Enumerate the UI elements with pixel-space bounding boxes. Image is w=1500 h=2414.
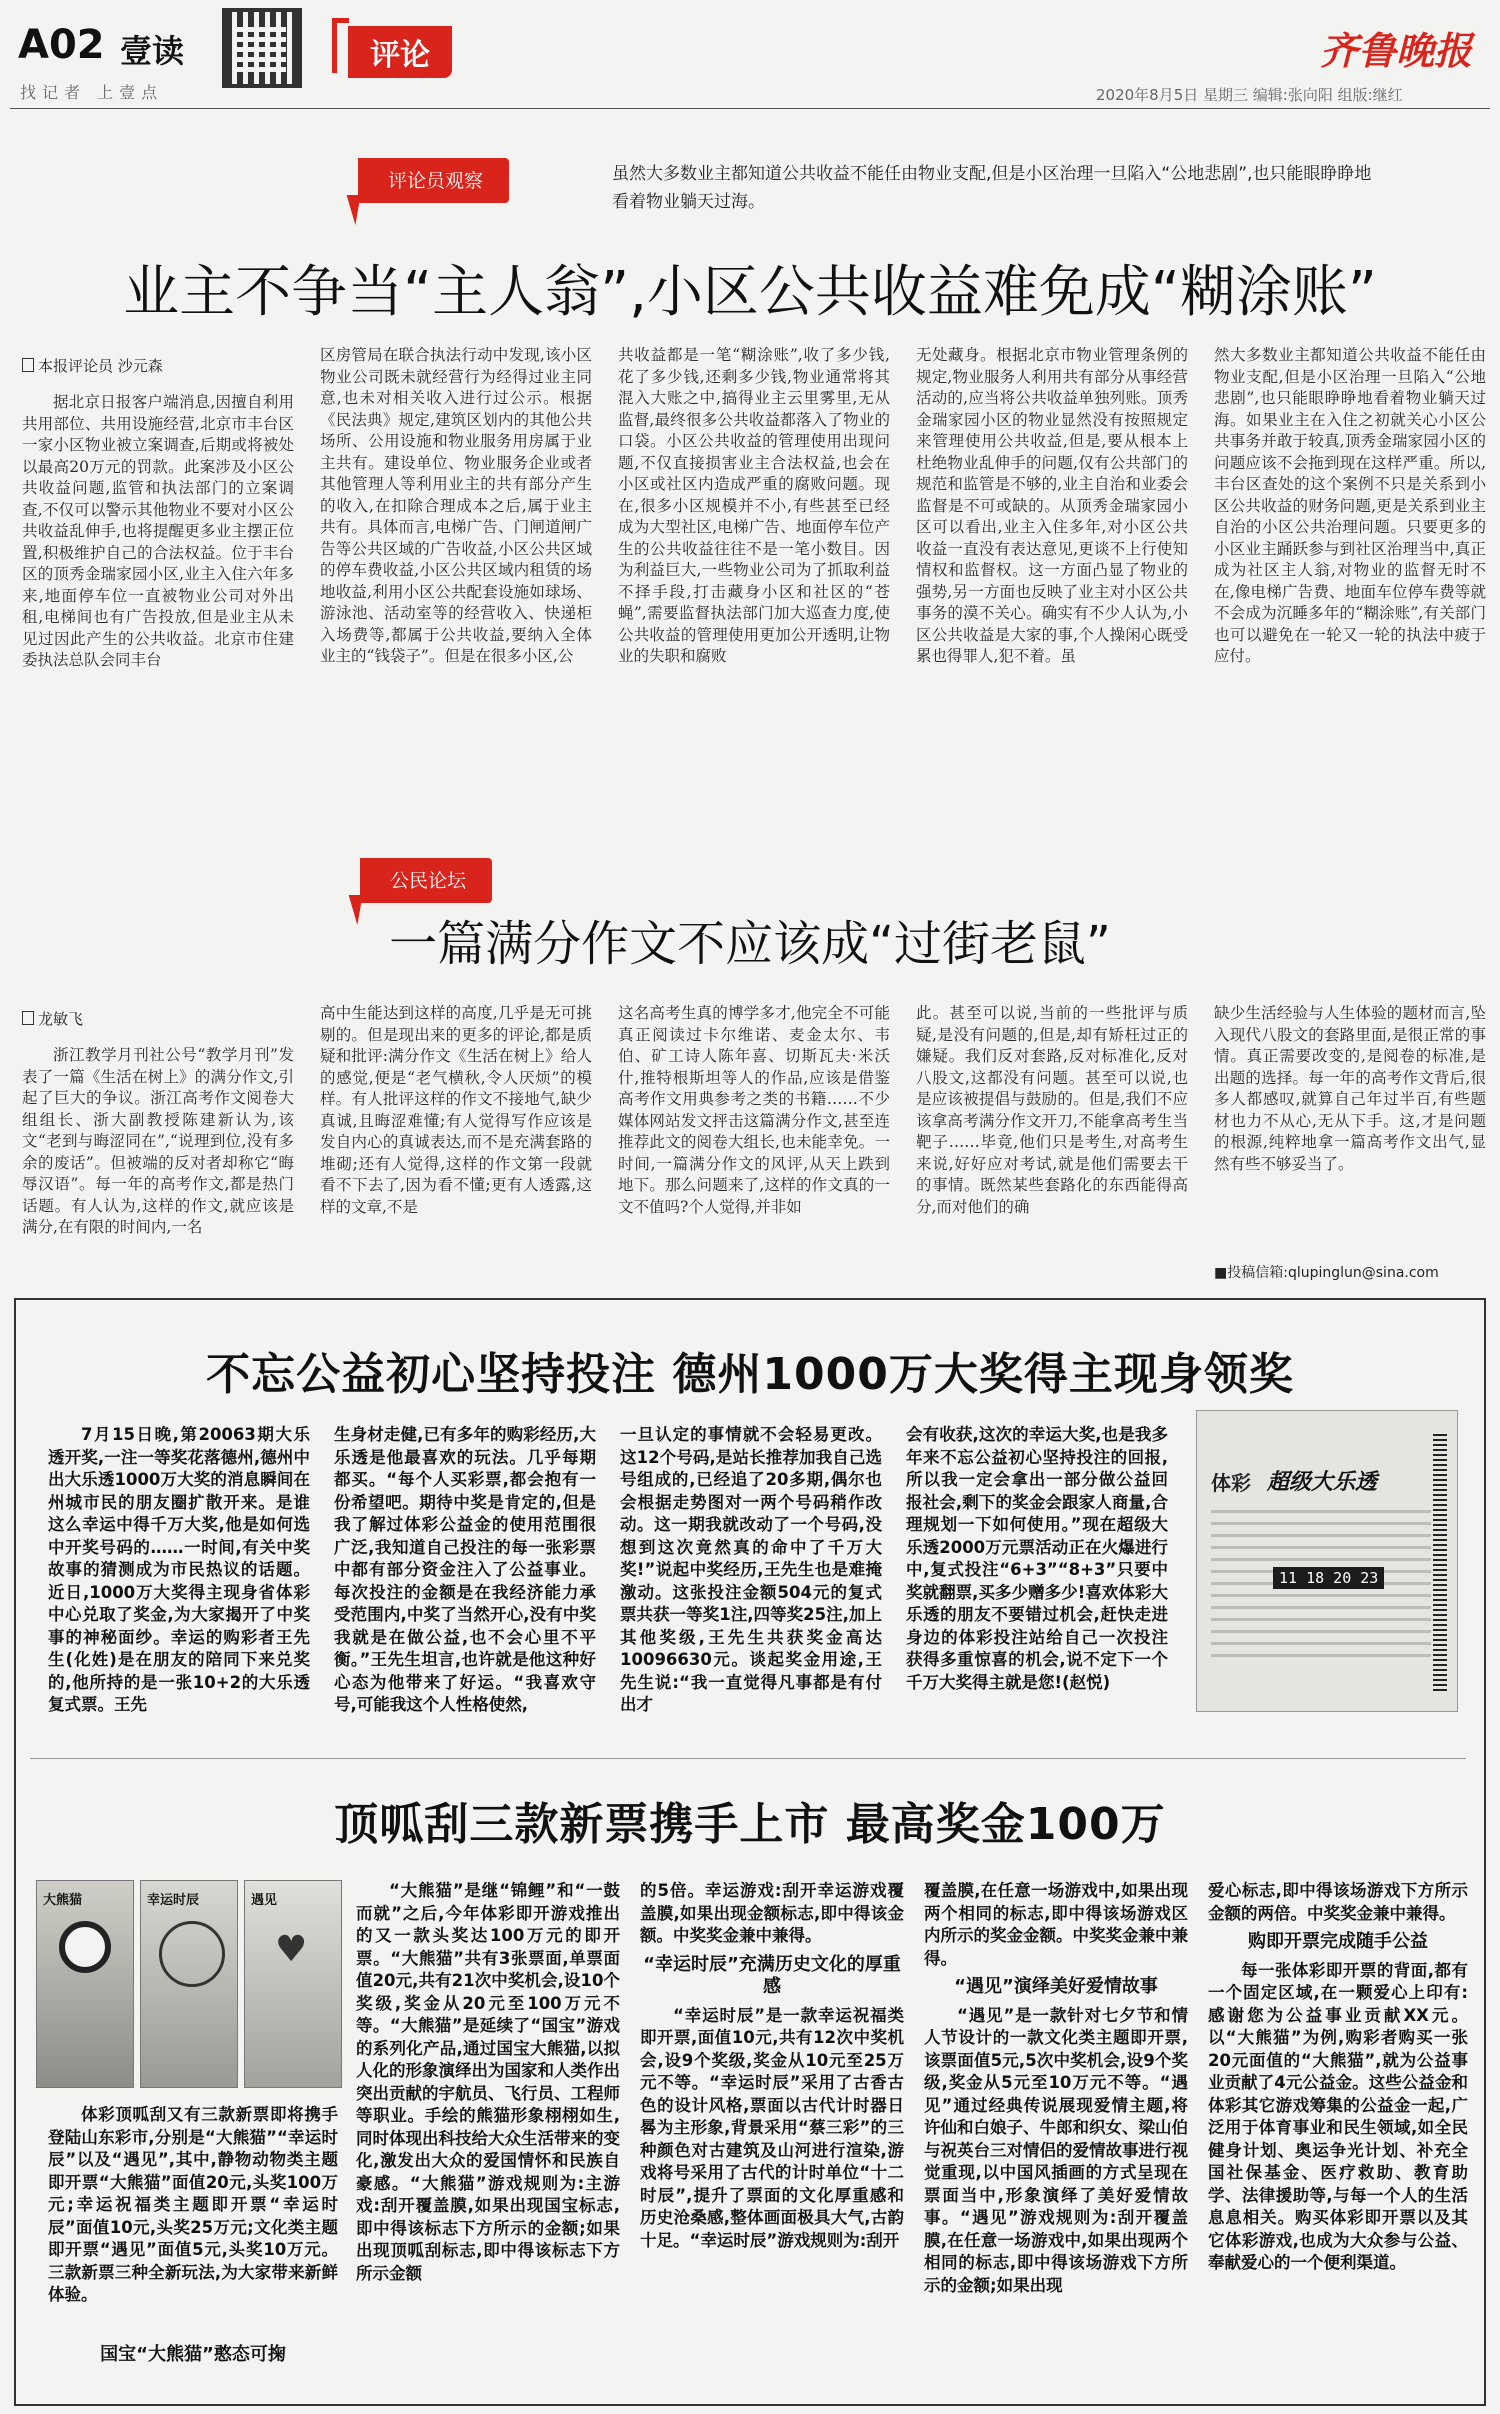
article1-col2-text: 区房管局在联合执法行动中发现,该小区物业公司既未就经营行为经得过业主同意,也未对相关收入进行过公示。根据《民法典》规定,建筑区划内的其他公共场所、公用设施和物业服务用房属于业主共有。建设单位、物业服务企业或者其他管理人等利用业主的共有部分产生的收入,在扣除合理成本之后,属于业主共有。具体而言,电梯广告、门闸道闸广告等公共区域的广告收益,小区公共区域的停车费收益,小区公共区域内租赁的场地收益,利用小区公共配套设施如球场、游泳池、活动室等的经营收入、快递柜入场费等,都属于公共收益,要纳入全体业主的“钱袋子”。但是在很多小区,公 <box>320 346 592 665</box>
ad-divider <box>30 1758 1466 1759</box>
card-encounter-label: 遇见 <box>251 1893 278 1908</box>
ad2-col4-sub: “遇见”演绎美好爱情故事 <box>954 1976 1158 1997</box>
card-lucky-hour <box>140 1880 238 2088</box>
article2-col5-text: 缺少生活经验与人生体验的题材而言,坠入现代八股文的套路里面,是很正常的事情。真正需要改变的,是阅卷的标准,是出题的选择。每一年的高考作文背后,很多人都感叹,就算自己年过半百,有些题材也力不从心,无从下手。这,才是问题的根源,纯粹地拿一篇高考作文出气,显然有些不够妥当了。 <box>1214 1004 1486 1173</box>
ad2-col5-sub: 购即开票完成随手公益 <box>1248 1931 1428 1952</box>
page-number: A02 <box>18 22 105 68</box>
ad1-col3-text: 一旦认定的事情就不会轻易更改。这12个号码,是站长推荐加我自己选号组成的,已经追了20多期,偶尔也会根据走势图对一两个号码稍作改动。这一期我就改动了一个号码,没想到这次竟然真的命中了千万大奖!”说起中奖经历,王先生也是难掩激动。这张投注金额504元的复式票共获一等奖1注,四等奖25注,加上其他奖级,王先生共获奖金高达10096630元。谈起奖金用途,王先生说:“我一直觉得凡事都是有付出才 <box>620 1425 882 1714</box>
article1-col1 <box>22 392 294 792</box>
heart-icon: ♥ <box>275 1929 308 1970</box>
ad2-left-sub: 国宝“大熊猫”憨态可掬 <box>100 2344 286 2365</box>
page-header <box>0 0 1500 110</box>
ticket-name: 超级大乐透 <box>1267 1470 1378 1495</box>
column-tab[interactable]: 评论 <box>348 26 452 78</box>
ticket-barcode <box>1433 1431 1447 1691</box>
article1-lede: 虽然大多数业主都知道公共收益不能任由物业支配,但是小区治理一旦陷入“公地悲剧”,也只能眼睁睁地看着物业躺天过海。 <box>612 164 1372 212</box>
date-line: 2020年8月5日 星期三 编辑:张向阳 组版:继红 <box>1096 86 1403 104</box>
sundial-icon <box>159 1921 225 1987</box>
ticket-numbers: 11 18 20 23 <box>1273 1567 1384 1589</box>
ad1-col2 <box>334 1424 596 1744</box>
ad2-col2-text: “大熊猫”是继“锦鲤”和“一鼓而就”之后,今年体彩即开游戏推出的又一款头奖达100万元的即开票。“大熊猫”共有3张票面,单票面值20元,共有21次中奖机会,设10个奖级,奖金从20元至100万元不等。“大熊猫”是延续了“国宝”游戏的系列化产品,通过国宝大熊猫,以拟人化的形象演绎出为国家和人类作出突出贡献的宇航员、飞行员、工程师等职业。手绘的熊猫形象栩栩如生,同时体现出科技给大众生活带来的变化,激发出大众的爱国情怀和民族自豪感。“大熊猫”游戏规则为:主游戏:刮开覆盖膜,如果出现国宝标志,即中得该标志下方所示的金额;如果出现顶呱刮标志,即中得该标志下方所示金额 <box>356 1881 620 2283</box>
ad2-col4b-text: “遇见”是一款针对七夕节和情人节设计的一款文化类主题即开票,该票面值5元,5次中奖机会,设9个奖级,奖金从5元至10万元不等。“遇见”通过经典传说展现爱情主题,将许仙和白娘子、牛郎和织女、梁山伯与祝英台三对情侣的爱情故事进行视觉重现,以中国风插画的方式呈现在票面当中,形象演绎了美好爱情故事。“遇见”游戏规则为:刮开覆盖膜,在任意一场游戏中,如果出现两个相同的标志,即中得该场游戏下方所示的金额;如果出现 <box>924 2005 1188 2295</box>
ad2-left-text: 体彩顶呱刮又有三款新票即将携手登陆山东彩市,分别是“大熊猫”“幸运时辰”以及“遇见”,其中,静物动物类主题即开票“大熊猫”面值20元,头奖100万元;幸运祝福类主题即开票“幸运时辰”面值10元,头奖25万元;文化类主题即开票“遇见”面值5元,头奖10万元。三款新票三种全新玩法,为大家带来新鲜体验。 <box>48 2105 338 2304</box>
article2-col4-text: 此。甚至可以说,当前的一些批评与质疑,是没有问题的,但是,却有矫枉过正的嫌疑。我们反对套路,反对标准化,反对八股文,这都没有问题。甚至可以说,也是应该被提倡与鼓励的。但是,我们不应该拿高考满分作文开刀,不能拿高考生当靶子……毕竟,他们只是考生,对高考生来说,好好应对考试,就是他们需要去干的事情。既然某些套路化的东西能得高分,而对他们的确 <box>916 1004 1188 1216</box>
qr-code[interactable] <box>222 8 302 88</box>
scratch-cards-image <box>36 1880 342 2088</box>
section-motto: 找记者 上壹点 <box>20 83 164 102</box>
section-name: 壹读 <box>120 32 185 70</box>
ad2-col3-sub: “幸运时辰”充满历史文化的厚重感 <box>643 1953 901 1997</box>
masthead-logo: 齐鲁晚报 <box>1320 28 1473 73</box>
article2-contact: ■投稿信箱:qlupinglun@sina.com <box>1214 1265 1439 1281</box>
article2-col1 <box>22 1045 294 1283</box>
article2-tag: 公民论坛 <box>360 858 492 903</box>
article2-title: 一篇满分作文不应该成“过街老鼠” <box>389 916 1111 972</box>
ad2-left <box>48 2104 338 2316</box>
article2-col3 <box>618 1003 890 1283</box>
ad2-col3 <box>640 1880 904 2392</box>
ad2-col2 <box>356 1880 620 2392</box>
article2-col4 <box>916 1003 1188 1283</box>
article1-byline: 本报评论员 沙元森 <box>22 355 163 376</box>
ad2-col5 <box>1208 1880 1468 2392</box>
lottery-ticket-image <box>1196 1410 1458 1712</box>
article1-col4-text: 无处藏身。根据北京市物业管理条例的规定,物业服务人利用共有部分从事经营活动的,应当将公共收益单独列账。顶秀金瑞家园小区的物业显然没有按照规定来管理使用公共收益,但是,要从根本上杜绝物业乱伸手的问题,仅有公共部门的规范和监管是不够的,业主自治和业委会监督是不可或缺的。从顶秀金瑞家园小区可以看出,业主入住多年,对小区公共收益一直没有表达意见,更谈不上行使知情权和监督权。这一方面凸显了物业的强势,另一方面也反映了业主对小区公共事务的漠不关心。确实有不少人认为,小区公共收益是大家的事,个人操闲心既受累也得罪人,犯不着。虽 <box>916 346 1188 665</box>
ad1-title: 不忘公益初心坚持投注 德州1000万大奖得主现身领奖 <box>206 1349 1294 1400</box>
column-tab-bracket <box>332 18 349 73</box>
article1-col5 <box>1214 345 1486 792</box>
card-lucky-hour-label: 幸运时辰 <box>147 1893 200 1908</box>
article1-col3 <box>618 345 890 792</box>
article2-col5 <box>1214 1003 1486 1253</box>
ad2-col4-text: 覆盖膜,在任意一场游戏中,如果出现两个相同的标志,即中得该场游戏区内所示的奖金金额。中奖奖金兼中兼得。 <box>924 1881 1188 1968</box>
article1-tag: 评论员观察 <box>358 158 509 203</box>
article2-col2 <box>320 1003 592 1283</box>
ad1-col1-text: 7月15日晚,第20063期大乐透开奖,一注一等奖花落德州,德州中出大乐透1000万大奖的消息瞬间在州城市民的朋友圈扩散开来。是谁这么幸运中得千万大奖,他是如何选中开奖号码的……一时间,有关中奖故事的猜测成为市民热议的话题。近日,1000万大奖得主现身省体彩中心兑取了奖金,为大家揭开了中奖事的神秘面纱。幸运的购彩者王先生(化姓)是在朋友的陪同下来兑奖的,他所持的是一张10+2的大乐透复式票。王先 <box>48 1425 310 1714</box>
ad2-col4 <box>924 1880 1188 2392</box>
header-rule <box>10 108 1490 109</box>
article2-byline: 龙敏飞 <box>22 1008 83 1029</box>
ad2-col5b-text: 每一张体彩即开票的背面,都有一个固定区域,在一颗爱心上印有:感谢您为公益事业贡献XX元。以“大熊猫”为例,购彩者购买一张20元面值的“大熊猫”,就为公益事业贡献了4元公益金。这些公益金和体彩其它游戏筹集的公益金一起,广泛用于体育事业和民生领域,如全民健身计划、奥运争光计划、补充全国社保基金、医疗救助、教育助学、法律援助等,与每一个人的生活息息相关。购买体彩即开票以及其它体彩游戏,也成为大众参与公益、奉献爱心的一个便利渠道。 <box>1208 1960 1468 2272</box>
ad2-col5-text: 爱心标志,即中得该场游戏下方所示金额的两倍。中奖奖金兼中兼得。 <box>1208 1881 1468 1923</box>
panda-icon <box>59 1921 111 1973</box>
ad1-col4 <box>906 1424 1168 1744</box>
ad1-col4-text: 会有收获,这次的幸运大奖,也是我多年来不忘公益初心坚持投注的回报,所以我一定会拿出一部分做公益回报社会,剩下的奖金会跟家人商量,合理规划一下如何使用。”现在超级大乐透2000万元票活动正在火爆进行中,复式投注“6+3”“8+3”只要中奖就翻票,买多少赠多少!喜欢体彩大乐透的朋友不要错过机会,赶快走进身边的体彩投注站给自己一次投注获得多重惊喜的机会,说不定下一个千万大奖得主就是您!(赵悦) <box>906 1425 1168 1692</box>
card-encounter <box>244 1880 342 2088</box>
article1-col2 <box>320 345 592 792</box>
article2-col1-text: 浙江教学月刊社公号“教学月刊”发表了一篇《生活在树上》的满分作文,引起了巨大的争议。浙江高考作文阅卷大组组长、浙大副教授陈建新认为,该文“老到与晦涩同在”,“说理到位,没有多余的废话”。但被端的反对者却称它“晦辱汉语”。每一年的高考作文,都是热门话题。有人认为,这样的作文,就应该是满分,在有限的时间内,一名 <box>22 1046 294 1236</box>
article2-col2-text: 高中生能达到这样的高度,几乎是无可挑剔的。但是现出来的更多的评论,都是质疑和批评:满分作文《生活在树上》给人的感觉,便是“老气横秋,令人厌烦”的模样。有人批评这样的作文不接地气,缺少真诚,且晦涩难懂;有人觉得写作应该是发自内心的真诚表达,而不是充满套路的堆砌;还有人觉得,这样的作文第一段就看不下去了,因为看不懂;更有人透露,这样的文章,不是 <box>320 1004 592 1216</box>
article1-col3-text: 共收益都是一笔“糊涂账”,收了多少钱,花了多少钱,还剩多少钱,物业通常将其混入大账之中,搞得业主云里雾里,无从监督,最终很多公共收益都落入了物业的口袋。小区公共收益的管理使用出现问题,不仅直接损害业主合法权益,也会在小区或社区内造成严重的腐败问题。现在,很多小区规模并不小,有些甚至已经成为大型社区,电梯广告、地面停车位产生的公共收益往往不是一笔小数目。因为利益巨大,一些物业公司为了抓取利益不择手段,打击藏身小区和社区的“苍蝇”,需要监督执法部门加大巡查力度,使公共收益的管理使用更加公开透明,让物业的失职和腐败 <box>618 346 890 665</box>
article1-col1-text: 据北京日报客户端消息,因擅自利用共用部位、共用设施经营,北京市丰台区一家小区物业被立案调查,后期或将被处以最高20万元的罚款。此案涉及小区公共收益问题,监管和执法部门的立案调查,不仅可以警示其他物业不要对小区公共收益乱伸手,也将提醒更多业主摆正位置,积极维护自己的合法权益。位于丰台区的顶秀金瑞家园小区,业主入住六年多来,地面停车位一直被物业公司对外出租,电梯间也有广告投放,但是业主从未见过因此产生的公共收益。北京市住建委执法总队会同丰台 <box>22 393 294 669</box>
ad1-col1 <box>48 1424 310 1744</box>
ad2-col3-text: 的5倍。幸运游戏:刮开幸运游戏覆盖膜,如果出现金额标志,即中得该金额。中奖奖金兼中兼得。 <box>640 1881 904 1945</box>
article1-col5-text: 然大多数业主都知道公共收益不能任由物业支配,但是小区治理一旦陷入“公地悲剧”,也只能眼睁睁地看着物业躺天过海。如果业主在入住之初就关心小区公共事务并敢于较真,顶秀金瑞家园小区的问题应该不会拖到现在这样严重。所以,丰台区查处的这个案例不只是关系到小区公共收益的财务问题,更是关系到业主自治的小区公共治理问题。只要更多的小区业主踊跃参与到社区治理当中,真正成为社区主人翁,对物业的监督无时不在,像电梯广告费、地面车位停车费等就不会成为沉睡多年的“糊涂账”,有关部门也可以避免在一轮又一轮的执法中疲于应付。 <box>1214 346 1486 665</box>
article1-title: 业主不争当“主人翁”,小区公共收益难免成“糊涂账” <box>123 260 1377 325</box>
article2-col3-text: 这名高考生真的博学多才,他完全不可能真正阅读过卡尔维诺、麦金太尔、韦伯、矿工诗人陈年喜、切斯瓦夫·米沃什,推特根斯坦等人的作品,应该是借鉴高考作文用典参考之类的书籍……不少媒体网站发文抨击这篇满分作文,甚至连推荐此文的阅卷大组长,也未能幸免。一时间,一篇满分作文的风评,从天上跌到地下。那么问题来了,这样的作文真的一文不值吗?个人觉得,并非如 <box>618 1004 890 1216</box>
ad1-col2-text: 生身材走健,已有多年的购彩经历,大乐透是他最喜欢的玩法。几乎每期都买。“每个人买彩票,都会抱有一份希望吧。期待中奖是肯定的,但是我了解过体彩公益金的使用范围很广泛,我知道自己投注的每一张彩票中都有部分资金注入了公益事业。每次投注的金额是在我经济能力承受范围内,中奖了当然开心,没有中奖我就是在做公益,也不会心里不平衡。”王先生坦言,也许就是他这种好心态为他带来了好运。“我喜欢守号,可能我这个人性格使然, <box>334 1425 596 1714</box>
ticket-brand: 体彩 <box>1211 1471 1251 1495</box>
article1-col4 <box>916 345 1188 792</box>
ad2-col3b-text: “幸运时辰”是一款幸运祝福类即开票,面值10元,共有12次中奖机会,设9个奖级,奖金从10元至25万元不等。“幸运时辰”采用了古香古色的设计风格,票面以古代计时器日晷为主形象,背景采用“蔡三彩”的三种颜色对古建筑及山河进行渲染,游戏将号采用了古代的计时单位“十二时辰”,提升了票面的文化厚重感和历史沧桑感,整体画面极具大气,古韵十足。“幸运时辰”游戏规则为:刮开 <box>640 2005 904 2250</box>
ad1-col3 <box>620 1424 882 1744</box>
card-panda-label: 大熊猫 <box>43 1893 83 1908</box>
ad2-title: 顶呱刮三款新票携手上市 最高奖金100万 <box>334 1799 1166 1850</box>
card-panda <box>36 1880 134 2088</box>
